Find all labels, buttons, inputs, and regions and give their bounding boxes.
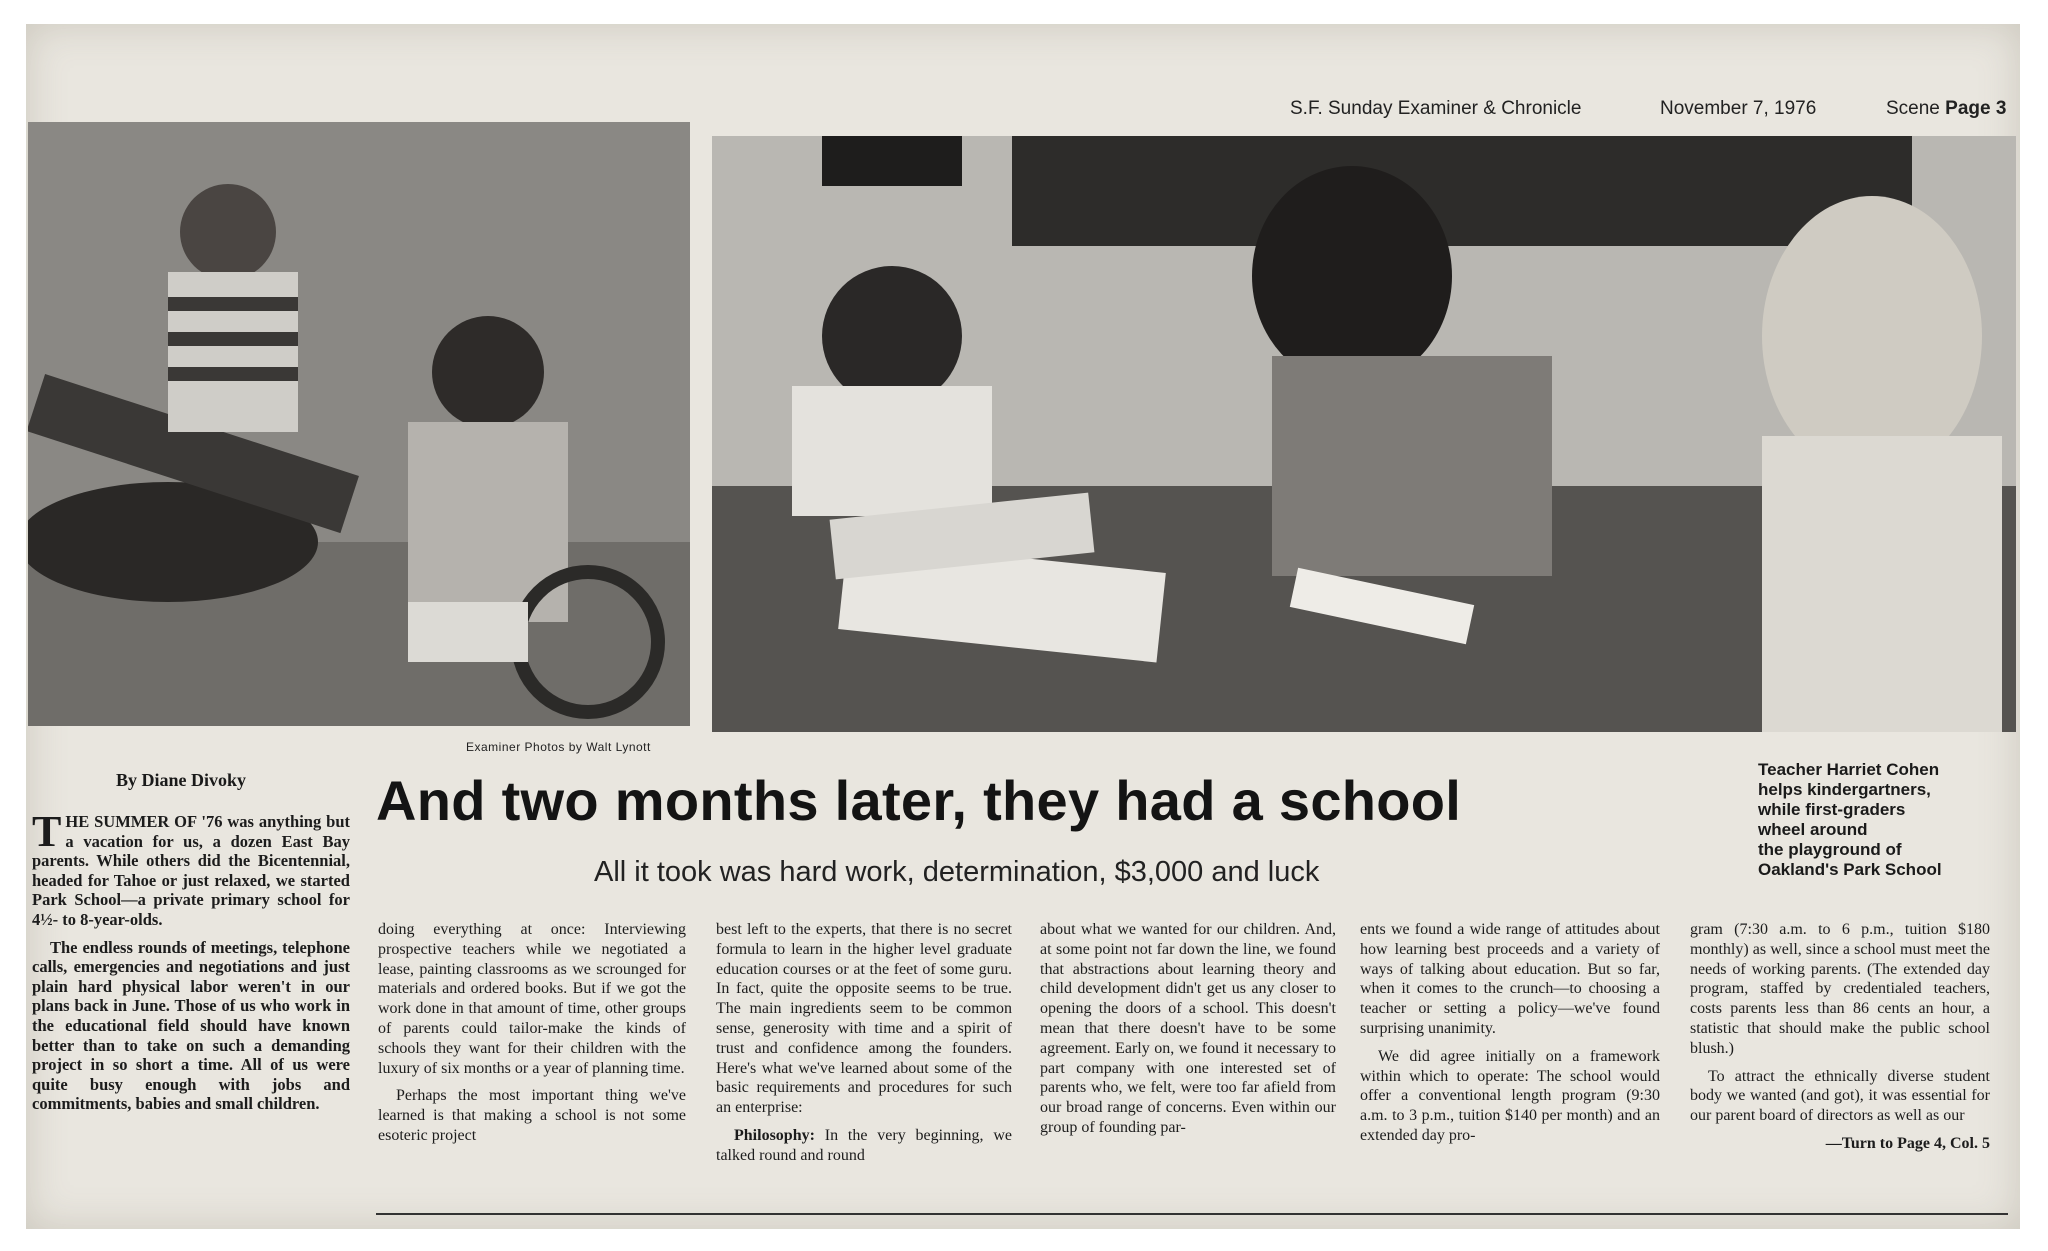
article-column-6: [1690, 920, 1990, 1162]
article-column-3: [716, 920, 1012, 1174]
photo-caption: [1758, 760, 1998, 880]
article-paragraph: To attract the ethnically diverse student body we wanted (and got), it was essential for our parent board of directors as well as our: [1690, 1067, 1990, 1125]
photo-classroom: [712, 136, 2016, 732]
photo-classroom-illustration: [712, 136, 2016, 732]
article-paragraph: [32, 807, 350, 930]
article-paragraph: The endless rounds of meetings, telephone calls, emergencies and negotiations and just plain hard physical labor weren't in our plans back in June. Those of us who work in the educational field should have known better than to take on such a demanding project in so short a time. All of us were quite busy enough with jobs and commitments, babies and small children.: [32, 937, 350, 1114]
caption-line: Teacher Harriet Cohen: [1758, 760, 1940, 779]
article-column-4: [1040, 920, 1336, 1146]
masthead-section: Scene: [1886, 98, 1940, 119]
dropcap: T: [32, 807, 62, 856]
masthead: [1290, 76, 2020, 119]
caption-line: the playground of: [1758, 840, 1902, 859]
masthead-publication: S.F. Sunday Examiner & Chronicle: [1290, 98, 1582, 119]
article-paragraph: doing everything at once: Interviewing prospective teachers while we negotiated a lease, painting classrooms as we scrounged for materials and ordered books. But if we got the work done in that amount of time, other groups of parents could tailor-make the kinds of schools they want for their children with the luxury of six months or a year of planning time.: [378, 921, 686, 1077]
article-paragraph: We did agree initially on a framework within which to operate: The school would offer a conventional length program (9:30 a.m. to 3 p.m., tuition $140 per month) and an extended day pro-: [1360, 1047, 1660, 1144]
subheadline: All it took was hard work, determination, $3,000 and luck: [594, 856, 1320, 888]
article-paragraph: [716, 1126, 1012, 1166]
paragraph-text: HE SUMMER OF '76 was anything but a vacation for us, a dozen East Bay parents. While others did the Bicentennial, headed for Tahoe or just relaxed, we started Park School—a private primary school for 4½- to 8-year-olds.: [32, 812, 350, 929]
article-paragraph: gram (7:30 a.m. to 6 p.m., tuition $180 monthly) as well, since a school must meet the needs of working parents. (The extended day program, staffed by credentialed teachers, costs parents less than 86 cents an hour, a statistic that should make the public school blush.): [1690, 921, 1990, 1057]
article-paragraph: about what we wanted for our children. And, at some point not far down the line, we found that abstractions about learning theory and child development didn't get us any closer to opening the doors of a school. This doesn't mean that there doesn't have to be some agreement. Early on, we found it necessary to part company with one interested set of parents who, we felt, were too far afield from our broad range of concerns. Even within our group of founding par-: [1040, 921, 1336, 1136]
turn-to-link[interactable]: —Turn to Page 4, Col. 5: [1825, 1134, 1990, 1152]
photo-children-on-tricycles: [28, 122, 690, 726]
article-column-2: [378, 920, 686, 1154]
byline: By Diane Divoky: [116, 770, 247, 790]
caption-line: wheel around: [1758, 820, 1868, 839]
column-rule: [376, 1213, 2008, 1215]
article-paragraph: best left to the experts, that there is no secret formula to learn in the higher level graduate education courses or at the feet of some guru. In fact, quite the opposite seems to be true. The main ingredients seem to be common sense, generosity with time and a spirit of trust and confidence among the founders. Here's what we've learned about some of the basic requirements and procedures for such an enterprise:: [716, 921, 1012, 1117]
caption-line: helps kindergartners,: [1758, 780, 1931, 799]
caption-line: Oakland's Park School: [1758, 860, 1942, 879]
photo-children-illustration: [28, 122, 690, 726]
masthead-date: November 7, 1976: [1660, 98, 1817, 119]
paragraph-text: In the very beginning, we talked round and round: [716, 1126, 1013, 1164]
article-column-1: [32, 807, 350, 1122]
article-column-5: [1360, 920, 1660, 1154]
headline: And two months later, they had a school: [376, 769, 1462, 832]
caption-line: while first-graders: [1758, 800, 1906, 819]
photo-credit: Examiner Photos by Walt Lynott: [466, 740, 651, 754]
article-paragraph: Perhaps the most important thing we've learned is that making a school is not some esoteric project: [378, 1087, 686, 1144]
article-paragraph: ents we found a wide range of attitudes about how learning best proceeds and a variety of ways of talking about education. But so far, when it comes to the crunch—to choosing a teacher or setting a policy—we've found surprising unanimity.: [1360, 921, 1660, 1037]
run-in-heading: Philosophy:: [734, 1126, 815, 1144]
masthead-page-label: Page 3: [1945, 98, 2007, 119]
masthead-page: [1886, 98, 2006, 120]
